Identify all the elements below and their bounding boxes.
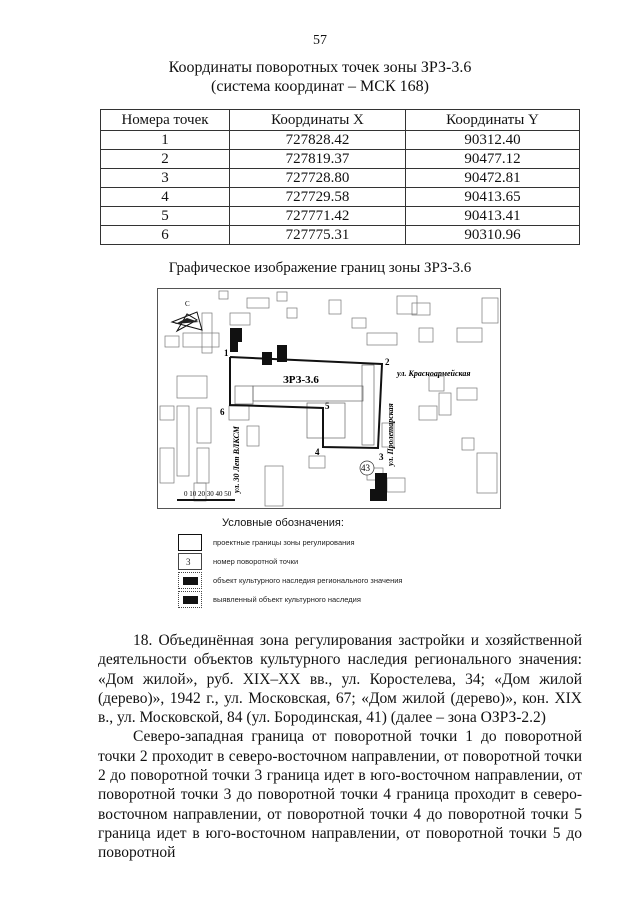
table-row: [101, 188, 580, 207]
cell: 90310.96: [406, 226, 580, 245]
table-row: [101, 131, 580, 150]
table-row: [101, 150, 580, 169]
table-row: [101, 169, 580, 188]
title-line-1: Координаты поворотных точек зоны ЗРЗ-3.6: [168, 59, 472, 76]
scale-labels: 0 10 20 30 40 50: [184, 490, 232, 498]
legend-label: объект культурного наследия регионального значения: [213, 576, 403, 585]
legend-item-regional-heritage: [178, 572, 403, 589]
point-label: 5: [325, 401, 330, 411]
page-number: 57: [313, 33, 327, 48]
table-row: [101, 226, 580, 245]
street-label: ул. Красноармейская: [397, 369, 471, 378]
coordinates-table: [100, 109, 580, 245]
cell: 90413.41: [406, 207, 580, 226]
title-line-2: (система координат – МСК 168): [211, 78, 429, 95]
column-header: Координаты Y: [406, 110, 580, 131]
point-label: 3: [379, 452, 384, 462]
cell: 727775.31: [230, 226, 406, 245]
cell: 4: [101, 188, 230, 207]
street-label: ул. Пролетарская: [386, 403, 395, 466]
point-example: 3: [186, 557, 191, 567]
legend-label: номер поворотной точки: [213, 557, 299, 566]
street-label: ул. 30 Лет ВЛКСМ: [232, 426, 241, 493]
point-label: 2: [385, 357, 390, 367]
legend-item-boundary: [178, 534, 355, 551]
legend-title: Условные обозначения:: [222, 517, 344, 529]
table-title: [0, 58, 640, 96]
legend-label: выявленный объект культурного наследия: [213, 595, 361, 604]
cell: 5: [101, 207, 230, 226]
paragraph-18: 18. Объединённая зона регулирования застройки и хозяйственной деятельности объектов культурного наследия регионального значения: «Дом жилой», руб. XIX–XX вв., ул. Коростелева, 34; «Дом жилой (дерево)», 1942 г., ул. Московская, 67; «Дом жилой (дерево)», кон. XIX в., ул. Московской, 84 (ул. Бородинская, 41) (далее – зона ОЗРЗ-2.2): [98, 632, 582, 727]
zone-map: [157, 288, 501, 509]
column-header: Координаты X: [230, 110, 406, 131]
boundary-symbol-icon: [178, 534, 202, 551]
table-row: [101, 207, 580, 226]
cell: 2: [101, 150, 230, 169]
cell: 727819.37: [230, 150, 406, 169]
point-label: 4: [315, 447, 320, 457]
column-header: Номера точек: [101, 110, 230, 131]
scale-bar: [177, 499, 235, 501]
cell: 3: [101, 169, 230, 188]
heritage-symbol-icon: [178, 572, 202, 589]
legend-item-point: [178, 553, 298, 570]
cell: 6: [101, 226, 230, 245]
cell: 727729.58: [230, 188, 406, 207]
point-label: 6: [220, 407, 225, 417]
turning-point-symbol-icon: [178, 553, 202, 570]
map-title: Графическое изображение границ зоны ЗРЗ-3.6: [168, 260, 472, 276]
cell: 90312.40: [406, 131, 580, 150]
cell: 1: [101, 131, 230, 150]
legend-label: проектные границы зоны регулирования: [213, 538, 355, 547]
zone-label: ЗРЗ-3.6: [283, 374, 319, 386]
cell: 727828.42: [230, 131, 406, 150]
body-text: [98, 631, 582, 863]
north-label: С: [185, 300, 190, 308]
paragraph-boundary-description: Северо-западная граница от поворотной точки 1 до поворотной точки 2 проходит в северо-восточном направлении, от поворотной точки 2 до поворотной точки 3 граница идет в юго-восточном направлении, от поворотной точки 3 до поворотной точки 4 граница проходит в северо-восточном направлении, от поворотной точки 4 до поворотной точки 5 граница идет в юго-восточном направлении, от поворотной точки 5 до поворотной: [98, 728, 582, 862]
cell: 90477.12: [406, 150, 580, 169]
identified-heritage-symbol-icon: [178, 591, 202, 608]
cell: 90413.65: [406, 188, 580, 207]
table-header-row: [101, 110, 580, 131]
object-number: 43: [361, 463, 370, 473]
cell: 90472.81: [406, 169, 580, 188]
legend-item-identified-heritage: [178, 591, 361, 608]
point-label: 1: [224, 348, 229, 358]
cell: 727771.42: [230, 207, 406, 226]
cell: 727728.80: [230, 169, 406, 188]
